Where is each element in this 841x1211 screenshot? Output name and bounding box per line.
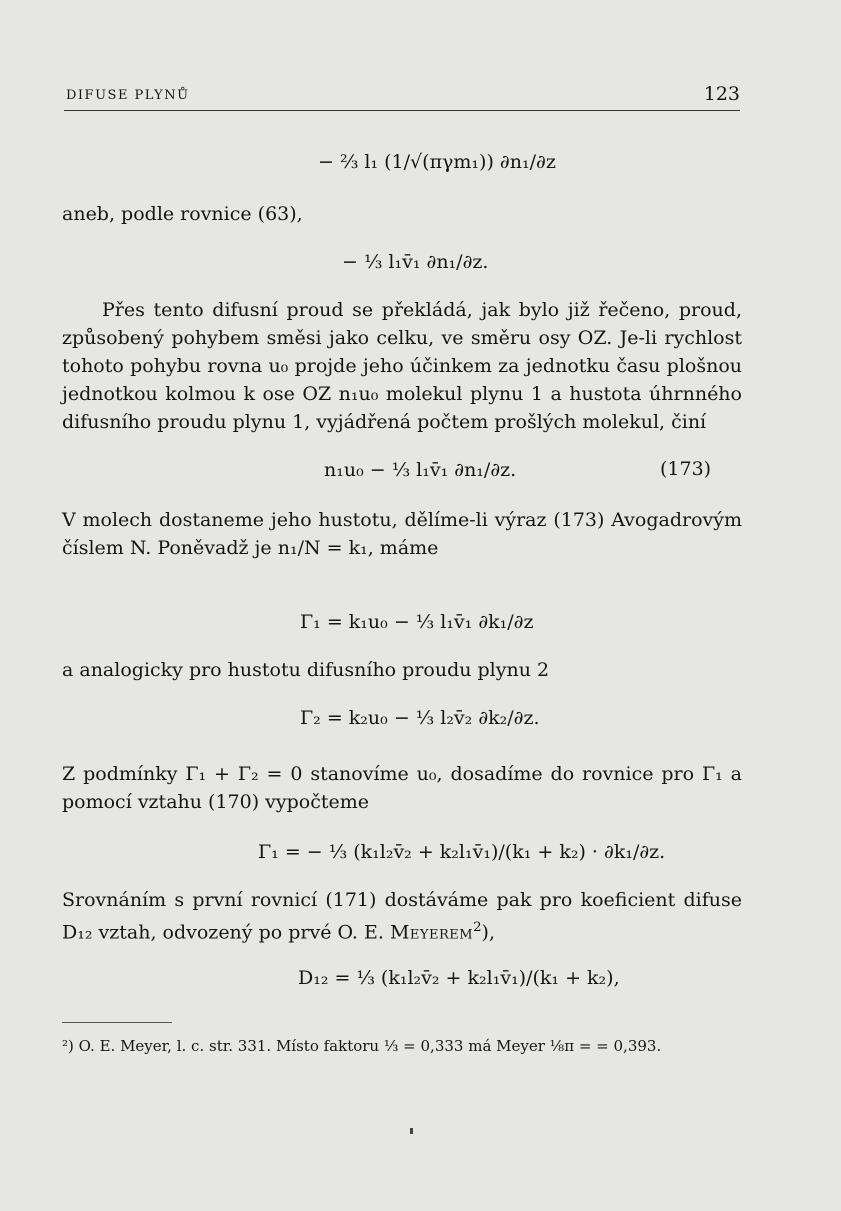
equation-number-173: (173) (660, 458, 712, 480)
equation-gamma1-final (258, 840, 665, 864)
paragraph-3: a analogicky pro hustotu difusního proudu plynu 2 (62, 659, 550, 681)
footnote-marker: 2 (473, 920, 482, 935)
equation-b-text: − ⅓ l₁v̄₁ ∂n₁/∂z. (342, 251, 489, 273)
equation-gamma1-final-text: Γ₁ = − ⅓ (k₁l₂v̄₂ + k₂l₁v̄₁)/(k₁ + k₂) · ∂k₁/∂z. (258, 841, 666, 863)
equation-d12-text: D₁₂ = ⅓ (k₁l₂v̄₂ + k₂l₁v̄₁)/(k₁ + k₂), (298, 967, 620, 989)
print-mark (410, 1128, 413, 1134)
equation-d12 (298, 966, 620, 990)
paragraph-1: Přes tento difusní proud se překládá, jak bylo již řečeno, proud, způsobený pohybem směsi jako celku, ve směru osy OZ. Je-li rychlost tohoto pohybu rovna u₀ projde jeho účinkem za jednotku času plošnou jednotkou kolmou k ose OZ n₁u₀ molekul plynu 1 a hustota úhrnného difusního proudu plynu 1, vyjádřená počtem prošlých molekul, činí (62, 299, 742, 433)
equation-a-text: − ⅔ l₁ (1/√(πγm₁)) ∂n₁/∂z (318, 151, 556, 173)
equation-gamma2 (300, 706, 540, 730)
equation-173 (324, 458, 516, 482)
header-rule (64, 110, 740, 111)
paragraph-4: Z podmínky Γ₁ + Γ₂ = 0 stanovíme u₀, dosadíme do rovnice pro Γ₁ a pomocí vztahu (170) vypočteme (62, 763, 742, 813)
paragraph-5-end: ), (481, 921, 495, 944)
page-number: 123 (703, 83, 740, 105)
footnote-rule (62, 1022, 172, 1023)
footnote: ²) O. E. Meyer, l. c. str. 331. Místo faktoru ⅓ = 0,333 má Meyer ⅛π = = 0,393. (62, 1037, 662, 1055)
equation-b (342, 250, 488, 274)
paragraph-2: V molech dostaneme jeho hustotu, dělíme-li výraz (173) Avogadrovým číslem N. Poněvadž je n₁/N = k₁, máme (62, 509, 742, 559)
equation-gamma1-text: Γ₁ = k₁u₀ − ⅓ l₁v̄₁ ∂k₁/∂z (300, 611, 534, 633)
equation-gamma1 (300, 610, 534, 634)
running-title: DIFUSE PLYNŮ (66, 88, 190, 103)
paragraph-aneb: aneb, podle rovnice (63), (62, 203, 303, 225)
equation-173-text: n₁u₀ − ⅓ l₁v̄₁ ∂n₁/∂z. (324, 459, 517, 481)
paragraph-5 (62, 886, 742, 946)
equation-a (318, 150, 556, 174)
equation-gamma2-text: Γ₂ = k₂u₀ − ⅓ l₂v̄₂ ∂k₂/∂z. (300, 707, 540, 729)
author-meyer: Meyerem (389, 921, 474, 944)
paragraph-5-text: Srovnáním s první rovnicí (171) dostáváme pak pro koeficient difuse D₁₂ vztah, odvozený po prvé O. E. (62, 889, 742, 944)
